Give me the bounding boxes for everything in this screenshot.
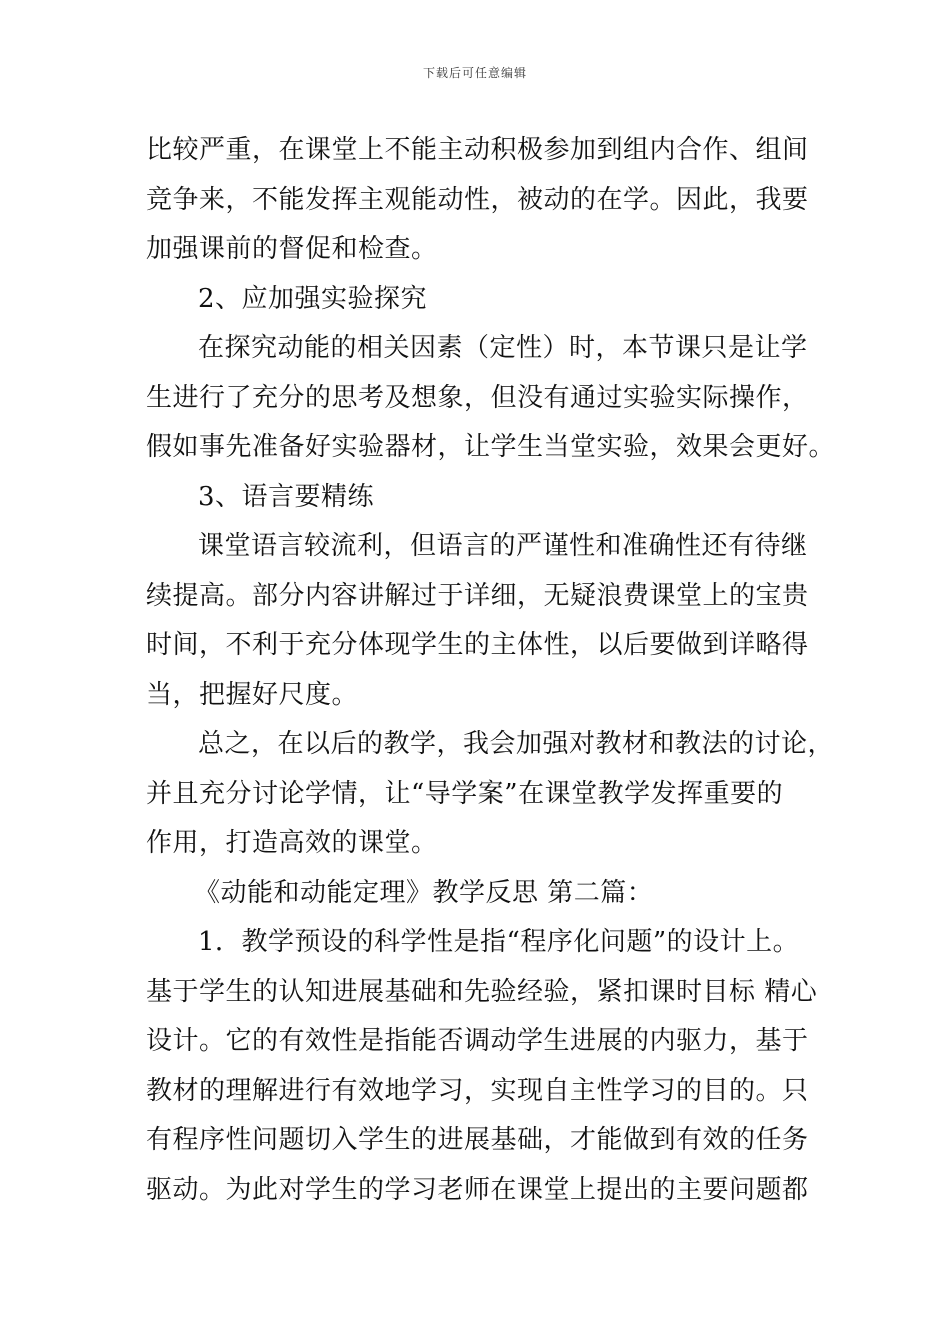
section-heading: 3、语言要精练	[198, 481, 375, 512]
paragraph-line: 课堂语言较流利，但语言的严谨性和准确性还有待继	[198, 531, 808, 561]
page-header: 下载后可任意编辑	[422, 66, 527, 80]
paragraph-line: 时间，不利于充分体现学生的主体性，以后要做到详略得	[146, 630, 809, 660]
paragraph-line: 续提高。部分内容讲解过于详细，无疑浪费课堂上的宝贵	[146, 580, 809, 611]
paragraph-line: 基于学生的认知进展基础和先验经验，紧扣课时目标 精心	[146, 976, 818, 1007]
paragraph-line: 总之，在以后的教学，我会加强对教材和教法的讨论，	[198, 729, 835, 759]
section-title: 《动能和动能定理》教学反思 第二篇：	[194, 877, 654, 908]
paragraph-line: 当，把握好尺度。	[146, 679, 359, 710]
paragraph-line: 加强课前的督促和检查。	[146, 234, 438, 264]
paragraph-line: 驱动。为此对学生的学习老师在课堂上提出的主要问题都	[146, 1174, 809, 1205]
paragraph-line: 1．教学预设的科学性是指“程序化问题”的设计上。	[198, 927, 800, 957]
paragraph-line: 竞争来，不能发挥主观能动性，被动的在学。因此，我要	[146, 184, 809, 215]
paragraph-line: 教材的理解进行有效地学习，实现自主性学习的目的。只	[146, 1075, 809, 1106]
paragraph-line: 生进行了充分的思考及想象，但没有通过实验实际操作，	[146, 382, 809, 413]
paragraph-line: 并且充分讨论学情，让“导学案”在课堂教学发挥重要的	[146, 778, 784, 809]
paragraph-line: 在探究动能的相关因素（定性）时，本节课只是让学	[198, 333, 808, 363]
paragraph-line: 作用，打造高效的课堂。	[146, 828, 438, 858]
paragraph-line: 有程序性问题切入学生的进展基础，才能做到有效的任务	[146, 1125, 809, 1155]
paragraph-line: 比较严重，在课堂上不能主动积极参加到组内合作、组间	[146, 135, 809, 165]
paragraph-line: 假如事先准备好实验器材，让学生当堂实验，效果会更好。	[146, 432, 836, 462]
section-heading: 2、应加强实验探究	[198, 283, 428, 314]
paragraph-line: 设计。它的有效性是指能否调动学生进展的内驱力，基于	[146, 1026, 809, 1056]
document-body	[146, 126, 836, 1215]
